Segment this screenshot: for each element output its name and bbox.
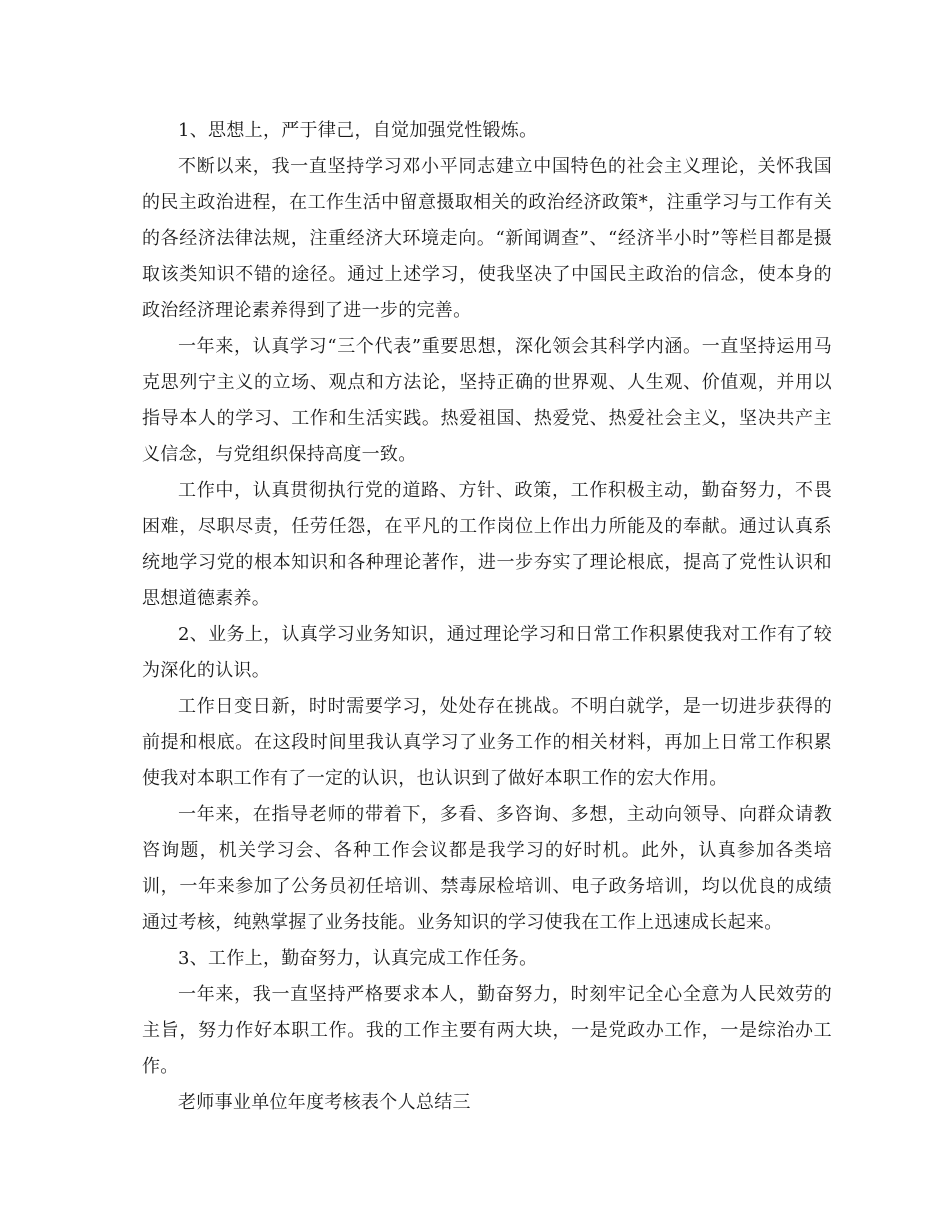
section-title: 老师事业单位年度考核表个人总结三 [178, 1092, 471, 1113]
heading-work: 3、工作上，勤奋努力，认真完成工作任务。 [178, 948, 538, 969]
paragraph: 一年来，在指导老师的带着下，多看、多咨询、多想，主动向领导、向群众请教咨询题，机关学习会、各种工作会议都是我学习的好时机。此外，认真参加各类培训，一年来参加了公务员初任培训、禁毒尿检培训、电子政务培训，均以优良的成绩通过考核，纯熟掌握了业务技能。业务知识的学习使我在工作上迅速成长起来。 [142, 804, 832, 933]
document-body [142, 113, 832, 1121]
paragraph: 工作中，认真贯彻执行党的道路、方针、政策，工作积极主动，勤奋努力，不畏困难，尽职尽责，任劳任怨，在平凡的工作岗位上作出力所能及的奉献。通过认真系统地学习党的根本知识和各种理论著作，进一步夯实了理论根底，提高了党性认识和思想道德素养。 [142, 480, 832, 609]
heading-business: 2、业务上，认真学习业务知识，通过理论学习和日常工作积累使我对工作有了较为深化的认识。 [142, 624, 832, 681]
paragraph: 一年来，我一直坚持严格要求本人，勤奋努力，时刻牢记全心全意为人民效劳的主旨，努力作好本职工作。我的工作主要有两大块，一是党政办工作，一是综治办工作。 [142, 984, 832, 1077]
paragraph: 工作日变日新，时时需要学习，处处存在挑战。不明白就学，是一切进步获得的前提和根底。在这段时间里我认真学习了业务工作的相关材料，再加上日常工作积累使我对本职工作有了一定的认识，也认识到了做好本职工作的宏大作用。 [142, 696, 832, 789]
paragraph: 一年来，认真学习“三个代表”重要思想，深化领会其科学内涵。一直坚持运用马克思列宁主义的立场、观点和方法论，坚持正确的世界观、人生观、价值观，并用以指导本人的学习、工作和生活实践。热爱祖国、热爱党、热爱社会主义，坚决共产主义信念，与党组织保持高度一致。 [142, 336, 832, 465]
heading-ideology: 1、思想上，严于律己，自觉加强党性锻炼。 [178, 120, 538, 141]
paragraph: 不断以来，我一直坚持学习邓小平同志建立中国特色的社会主义理论，关怀我国的民主政治进程，在工作生活中留意摄取相关的政治经济政策*，注重学习与工作有关的各经济法律法规，注重经济大环境走向。“新闻调查”、“经济半小时”等栏目都是摄取该类知识不错的途径。通过上述学习，使我坚决了中国民主政治的信念，使本身的政治经济理论素养得到了进一步的完善。 [142, 156, 832, 321]
